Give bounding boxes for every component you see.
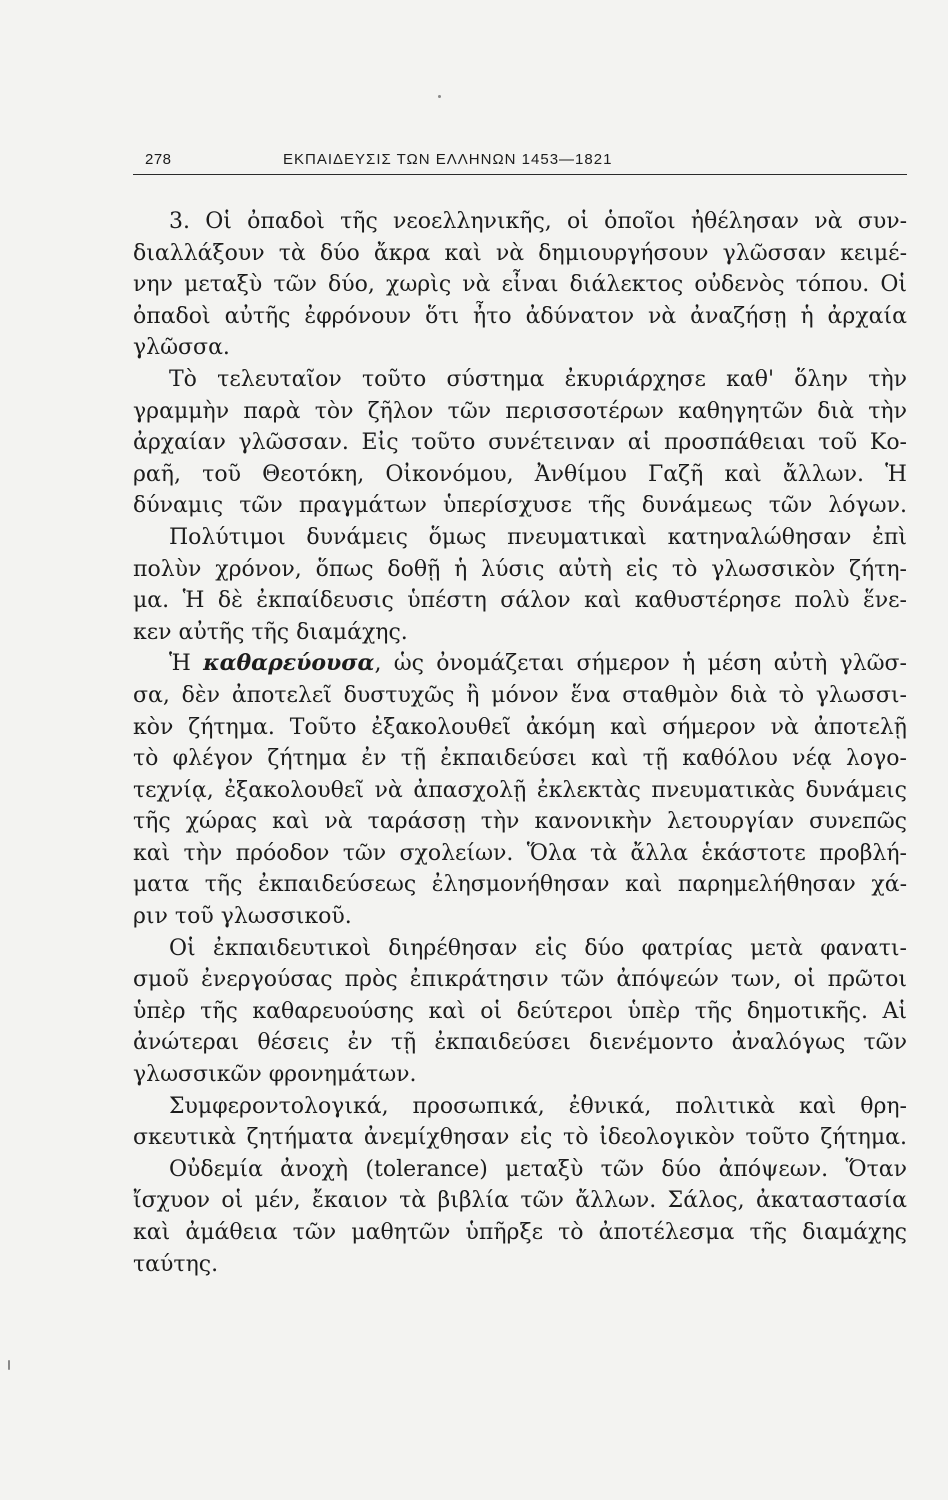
text-line: γλῶσσα. xyxy=(133,335,230,361)
paper-speck xyxy=(438,95,441,98)
text-line: ἀρχαίαν γλῶσσαν. Εἰς τοῦτο συνέτειναν αἱ προσπάθειαι τοῦ Κο- xyxy=(133,430,907,456)
text-line: γλωσσικῶν φρονημάτων. xyxy=(133,1062,417,1088)
text-line: νην μεταξὺ τῶν δύο, χωρὶς νὰ εἶναι διάλεκτος οὐδενὸς τόπου. Οἱ xyxy=(133,272,907,298)
text-line: ὀπαδοὶ αὐτῆς ἐφρόνουν ὅτι ἦτο ἀδύνατον νὰ ἀναζήσῃ ἡ ἀρχαία xyxy=(133,303,907,329)
text-line: 3. Οἱ ὀπαδοὶ τῆς νεοελληνικῆς, οἱ ὁποῖοι ἠθέλησαν νὰ συν- xyxy=(169,209,907,234)
text-line: διαλλάξουν τὰ δύο ἄκρα καὶ νὰ δημιουργήσουν γλῶσσαν κειμέ- xyxy=(133,240,907,266)
text-line: δύναμις τῶν πραγμάτων ὑπερίσχυσε τῆς δυνάμεως τῶν λόγων. xyxy=(133,493,907,519)
text-line: καὶ ἀμάθεια τῶν μαθητῶν ὑπῆρξε τὸ ἀποτέλεσμα τῆς διαμάχης xyxy=(133,1220,907,1245)
text-line: σμοῦ ἐνεργούσας πρὸς ἐπικράτησιν τῶν ἀπόψεών των, οἱ πρῶτοι xyxy=(133,967,907,993)
emphasized-term: καθαρεύουσα xyxy=(203,650,375,677)
text-line: Οἱ ἐκπαιδευτικοὶ διηρέθησαν εἰς δύο φατρίας μετὰ φανατι- xyxy=(169,935,907,961)
paper-mark xyxy=(8,1360,10,1370)
text-line: σκευτικὰ ζητήματα ἀνεμίχθησαν εἰς τὸ ἰδεολογικὸν τοῦτο ζήτημα. xyxy=(133,1125,907,1151)
body-text xyxy=(133,206,907,1280)
text-line: τῆς χώρας καὶ νὰ ταράσσῃ τὴν κανονικὴν λετουργίαν συνεπῶς xyxy=(133,809,907,835)
text-line: κεν αὐτῆς τῆς διαμάχης. xyxy=(133,619,408,645)
text-line: τεχνίᾳ, ἐξακολουθεῖ νὰ ἀπασχολῇ ἐκλεκτὰς πνευματικὰς δυνάμεις xyxy=(133,777,907,803)
text-line: κὸν ζήτημα. Τοῦτο ἐξακολουθεῖ ἀκόμη καὶ σήμερον νὰ ἀποτελῇ xyxy=(133,714,907,740)
text-line: Πολύτιμοι δυνάμεις ὅμως πνευματικαὶ κατηναλώθησαν ἐπὶ xyxy=(169,524,907,550)
text-line: πολὺν χρόνον, ὅπως δοθῇ ἡ λύσις αὐτὴ εἰς τὸ γλωσσικὸν ζήτη- xyxy=(133,556,907,582)
text-line: ραῆ, τοῦ Θεοτόκη, Οἰκονόμου, Ἀνθίμου Γαζῆ καὶ ἄλλων. Ἡ xyxy=(133,461,907,487)
page-number: 278 xyxy=(145,151,172,168)
text-line: ταύτης. xyxy=(133,1251,219,1277)
text-line: Οὐδεμία ἀνοχὴ (tolerance) μεταξὺ τῶν δύο ἀπόψεων. Ὅταν xyxy=(169,1156,907,1182)
text-line: γραμμὴν παρὰ τὸν ζῆλον τῶν περισσοτέρων καθηγητῶν διὰ τὴν xyxy=(133,398,907,424)
running-title: ΕΚΠΑΙΔΕΥΣΙΣ ΤΩΝ ΕΛΛΗΝΩΝ 1453—1821 xyxy=(283,151,613,168)
text-line: μα. Ἡ δὲ ἐκπαίδευσις ὑπέστη σάλον καὶ καθυστέρησε πολὺ ἕνε- xyxy=(133,588,907,614)
text-line: Τὸ τελευταῖον τοῦτο σύστημα ἐκυριάρχησε καθ' ὅλην τὴν xyxy=(169,366,907,392)
text-line: τὸ φλέγον ζήτημα ἐν τῇ ἐκπαιδεύσει καὶ τῇ καθόλου νέᾳ λογο- xyxy=(133,746,907,772)
text-line: ματα τῆς ἐκπαιδεύσεως ἐλησμονήθησαν καὶ παρημελήθησαν χά- xyxy=(133,872,907,898)
text-line: ριν τοῦ γλωσσικοῦ. xyxy=(133,904,352,930)
text-line: ἴσχυον οἱ μέν, ἔκαιον τὰ βιβλία τῶν ἄλλων. Σάλος, ἀκαταστασία xyxy=(133,1188,907,1214)
running-header xyxy=(133,148,907,175)
text-line xyxy=(133,648,907,680)
line-suffix: , ὡς ὀνομάζεται σήμερον ἡ μέση αὐτὴ γλῶσ- xyxy=(374,651,907,677)
text-line: Συμφεροντολογικά, προσωπικά, ἐθνικά, πολιτικὰ καὶ θρη- xyxy=(169,1093,907,1119)
text-line: ἀνώτεραι θέσεις ἐν τῇ ἐκπαιδεύσει διενέμοντο ἀναλόγως τῶν xyxy=(133,1030,907,1056)
text-line: ὑπὲρ τῆς καθαρευούσης καὶ οἱ δεύτεροι ὑπὲρ τῆς δημοτικῆς. Αἱ xyxy=(133,998,907,1024)
line-prefix: Ἡ xyxy=(169,651,191,677)
text-line: καὶ τὴν πρόοδον τῶν σχολείων. Ὅλα τὰ ἄλλα ἑκάστοτε προβλή- xyxy=(133,840,907,866)
text-line: σα, δὲν ἀποτελεῖ δυστυχῶς ἢ μόνον ἕνα σταθμὸν διὰ τὸ γλωσσι- xyxy=(133,682,907,708)
